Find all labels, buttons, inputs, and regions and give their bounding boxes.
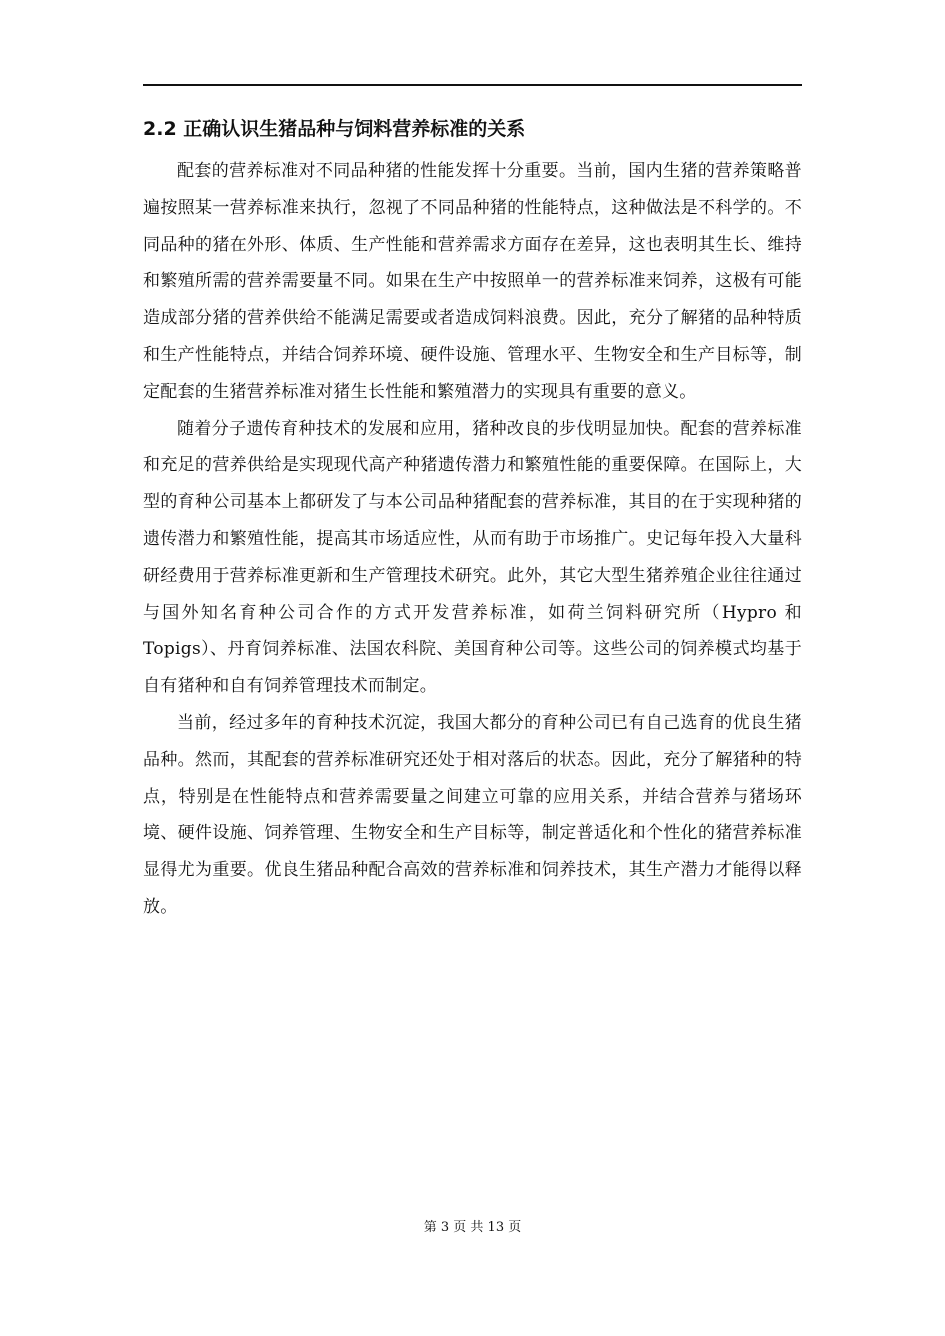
- body-text: [143, 153, 802, 926]
- paragraph: 当前，经过多年的育种技术沉淀，我国大都分的育种公司已有自己选育的优良生猪品种。然而，其配套的营养标准研究还处于相对落后的状态。因此，充分了解猪种的特点，特别是在性能特点和营养需要量之间建立可靠的应用关系，并结合营养与猪场环境、硬件设施、饲养管理、生物安全和生产目标等，制定普适化和个性化的猪营养标准显得尤为重要。优良生猪品种配合高效的营养标准和饲养技术，其生产潜力才能得以释放。: [143, 712, 802, 917]
- paragraph: 随着分子遗传育种技术的发展和应用，猪种改良的步伐明显加快。配套的营养标准和充足的营养供给是实现现代高产种猪遗传潜力和繁殖性能的重要保障。在国际上，大型的育种公司基本上都研发了与本公司品种猪配套的营养标准，其目的在于实现种猪的遗传潜力和繁殖性能，提高其市场适应性，从而有助于市场推广。史记每年投入大量科研经费用于营养标准更新和生产管理技术研究。此外，其它大型生猪养殖企业往往通过与国外知名育种公司合作的方式开发营养标准，如荷兰饲料研究所（Hypro 和 Topigs）、丹育饲养标准、法国农科院、美国育种公司等。这些公司的饲养模式均基于自有猪种和自有饲养管理技术而制定。: [143, 418, 802, 697]
- paragraph: 配套的营养标准对不同品种猪的性能发挥十分重要。当前，国内生猪的营养策略普遍按照某一营养标准来执行，忽视了不同品种猪的性能特点，这种做法是不科学的。不同品种的猪在外形、体质、生产性能和营养需求方面存在差异，这也表明其生长、维持和繁殖所需的营养需要量不同。如果在生产中按照单一的营养标准来饲养，这极有可能造成部分猪的营养供给不能满足需要或者造成饲料浪费。因此，充分了解猪的品种特质和生产性能特点，并结合饲养环境、硬件设施、管理水平、生物安全和生产目标等，制定配套的生猪营养标准对猪生长性能和繁殖潜力的实现具有重要的意义。: [143, 161, 802, 402]
- page-number: 第 3 页 共 13 页: [423, 1220, 522, 1235]
- section-heading: 2.2 正确认识生猪品种与饲料营养标准的关系: [143, 118, 526, 140]
- header-rule: [143, 84, 802, 86]
